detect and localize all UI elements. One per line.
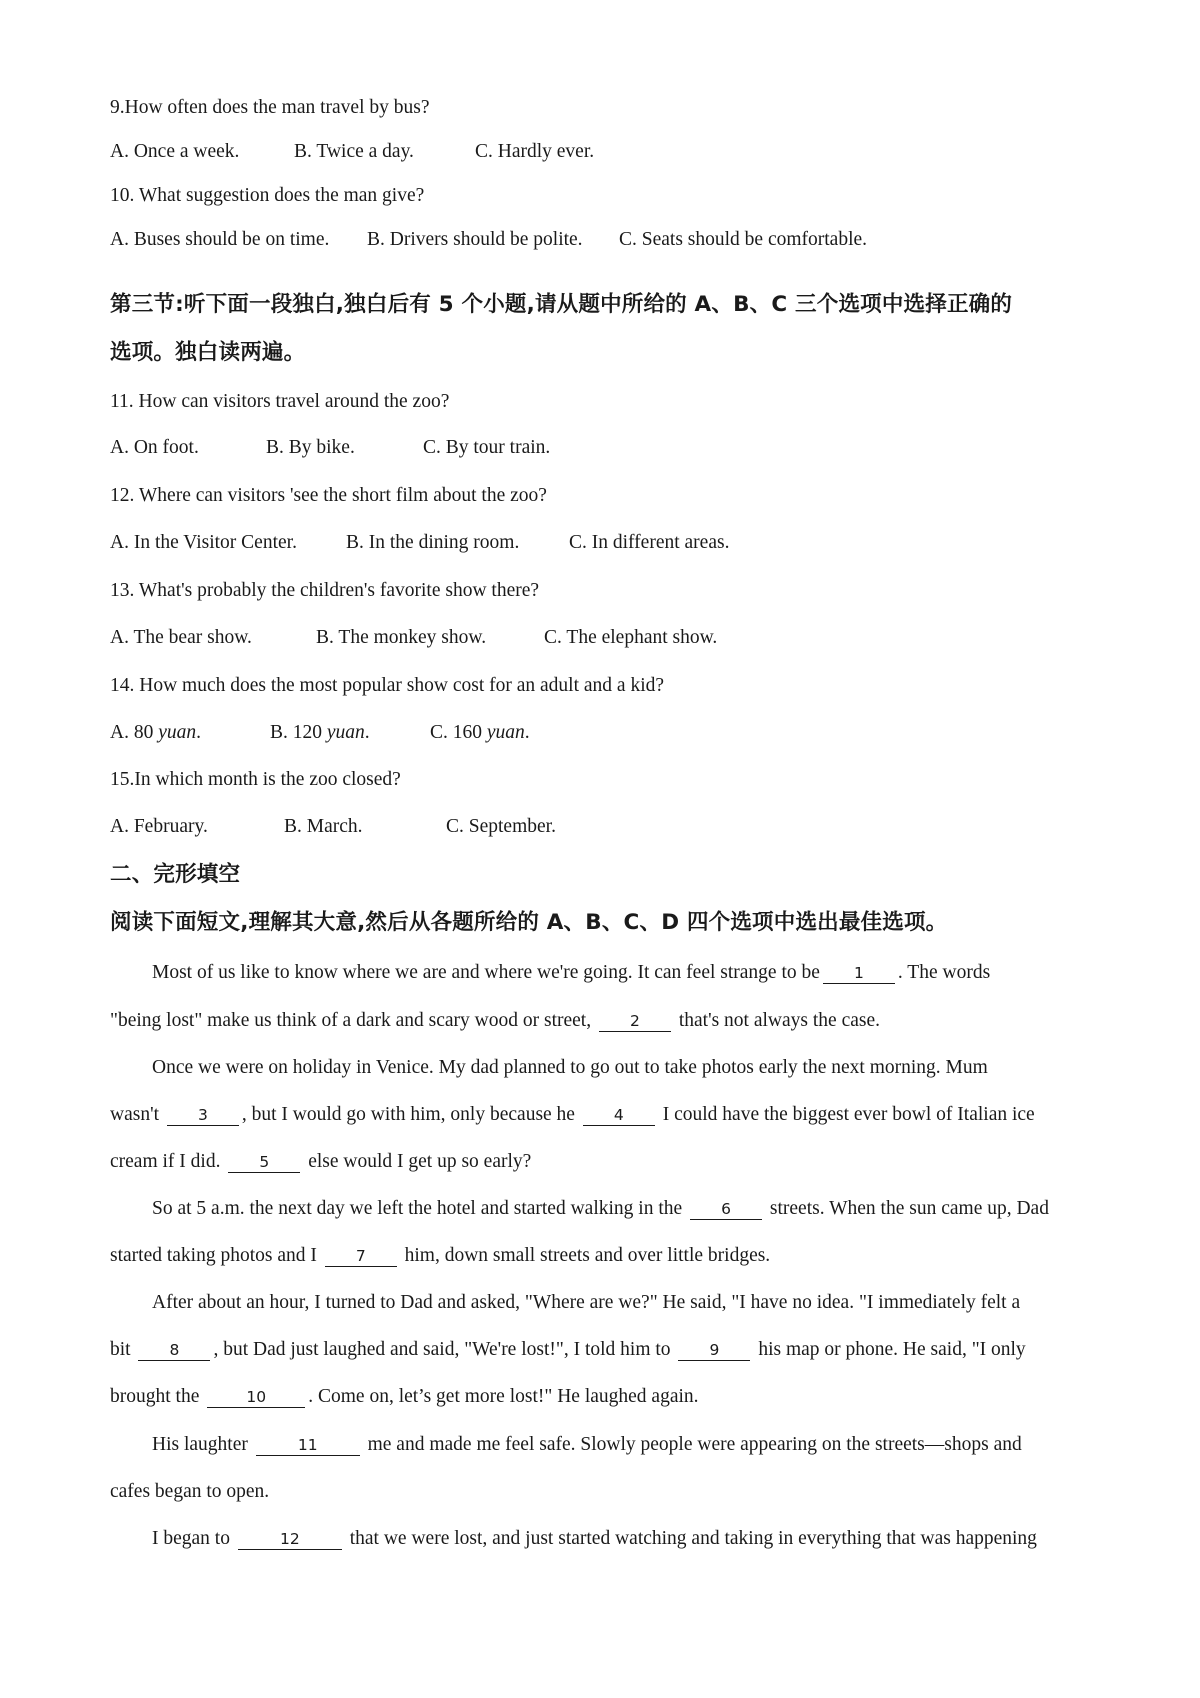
question-12-stem: 12. Where can visitors 'see the short film about the zoo? (110, 485, 547, 506)
question-13-stem: 13. What's probably the children's favorite show there? (110, 580, 540, 601)
option-c: C. The elephant show. (544, 627, 718, 648)
blank-6[interactable]: 6 (690, 1199, 762, 1220)
question-14-options (110, 720, 530, 746)
part-2-title: 二、完形填空 (110, 862, 241, 887)
question-11-options (110, 435, 550, 461)
passage-line: wasn't 3 , but I would go with him, only because he 4 I could have the biggest ever bowl of Italian ice (110, 1104, 1035, 1125)
option-a: A. The bear show. (110, 627, 252, 648)
option-b: B. March. (284, 816, 363, 837)
passage-line: His laughter 11 me and made me feel safe. Slowly people were appearing on the streets—shops and (152, 1434, 1022, 1455)
option-c: C. By tour train. (423, 437, 551, 458)
blank-8[interactable]: 8 (138, 1340, 210, 1361)
question-15-stem: 15.In which month is the zoo closed? (110, 769, 401, 790)
passage-line: Most of us like to know where we are and where we're going. It can feel strange to be 1 . The words (152, 962, 991, 983)
option-a: A. On foot. (110, 437, 199, 458)
question-14-stem: 14. How much does the most popular show cost for an adult and a kid? (110, 675, 665, 696)
blank-10[interactable]: 10 (207, 1387, 305, 1408)
option-a: A. 80 yuan. (110, 722, 201, 743)
blank-4[interactable]: 4 (583, 1105, 655, 1126)
passage-line: "being lost" make us think of a dark and scary wood or street, 2 that's not always the case. (110, 1010, 881, 1031)
option-a: A. In the Visitor Center. (110, 532, 297, 553)
question-11-stem: 11. How can visitors travel around the zoo? (110, 391, 450, 412)
question-9-stem: 9.How often does the man travel by bus? (110, 97, 430, 118)
blank-11[interactable]: 11 (256, 1435, 360, 1456)
section-3-heading-line2: 选项。独白读两遍。 (110, 340, 306, 365)
option-b: B. By bike. (266, 437, 355, 458)
option-b: B. Drivers should be polite. (367, 229, 583, 250)
option-a: A. Once a week. (110, 141, 240, 162)
passage-line: started taking photos and I 7 him, down small streets and over little bridges. (110, 1245, 771, 1266)
blank-7[interactable]: 7 (325, 1246, 397, 1267)
option-b: B. In the dining room. (346, 532, 520, 553)
option-c: C. Seats should be comfortable. (619, 229, 868, 250)
blank-5[interactable]: 5 (228, 1152, 300, 1173)
passage-line: So at 5 a.m. the next day we left the hotel and started walking in the 6 streets. When the sun came up, Dad (152, 1198, 1049, 1219)
question-10-options (110, 227, 867, 253)
part-2-instruction: 阅读下面短文,理解其大意,然后从各题所给的 A、B、C、D 四个选项中选出最佳选项。 (110, 910, 948, 935)
passage-line: bit 8 , but Dad just laughed and said, "We're lost!", I told him to 9 his map or phone. He said, "I only (110, 1339, 1026, 1360)
option-c: C. Hardly ever. (475, 141, 595, 162)
section-3-heading-line1: 第三节:听下面一段独白,独白后有 5 个小题,请从题中所给的 A、B、C 三个选项中选择正确的 (110, 292, 1013, 317)
option-b: B. Twice a day. (294, 141, 414, 162)
passage-line: brought the 10 . Come on, let’s get more lost!" He laughed again. (110, 1386, 699, 1407)
question-12-options (110, 530, 729, 556)
blank-9[interactable]: 9 (678, 1340, 750, 1361)
option-c: C. September. (446, 816, 556, 837)
passage-line: Once we were on holiday in Venice. My dad planned to go out to take photos early the next morning. Mum (152, 1057, 988, 1078)
passage-line: cafes began to open. (110, 1481, 270, 1502)
passage-line: After about an hour, I turned to Dad and asked, "Where are we?" He said, "I have no idea. "I immediately felt a (152, 1292, 1021, 1313)
option-c: C. In different areas. (569, 532, 730, 553)
option-c: C. 160 yuan. (430, 722, 530, 743)
question-13-options (110, 625, 717, 651)
question-9-options (110, 139, 594, 165)
option-a: A. February. (110, 816, 208, 837)
passage-line: cream if I did. 5 else would I get up so early? (110, 1151, 532, 1172)
question-10-stem: 10. What suggestion does the man give? (110, 185, 425, 206)
passage-line: I began to 12 that we were lost, and just started watching and taking in everything that was happening (152, 1528, 1037, 1549)
question-15-options (110, 814, 556, 840)
option-b: B. The monkey show. (316, 627, 487, 648)
blank-2[interactable]: 2 (599, 1011, 671, 1032)
option-b: B. 120 yuan. (270, 722, 370, 743)
option-a: A. Buses should be on time. (110, 229, 330, 250)
blank-1[interactable]: 1 (823, 963, 895, 984)
blank-3[interactable]: 3 (167, 1105, 239, 1126)
blank-12[interactable]: 12 (238, 1529, 342, 1550)
